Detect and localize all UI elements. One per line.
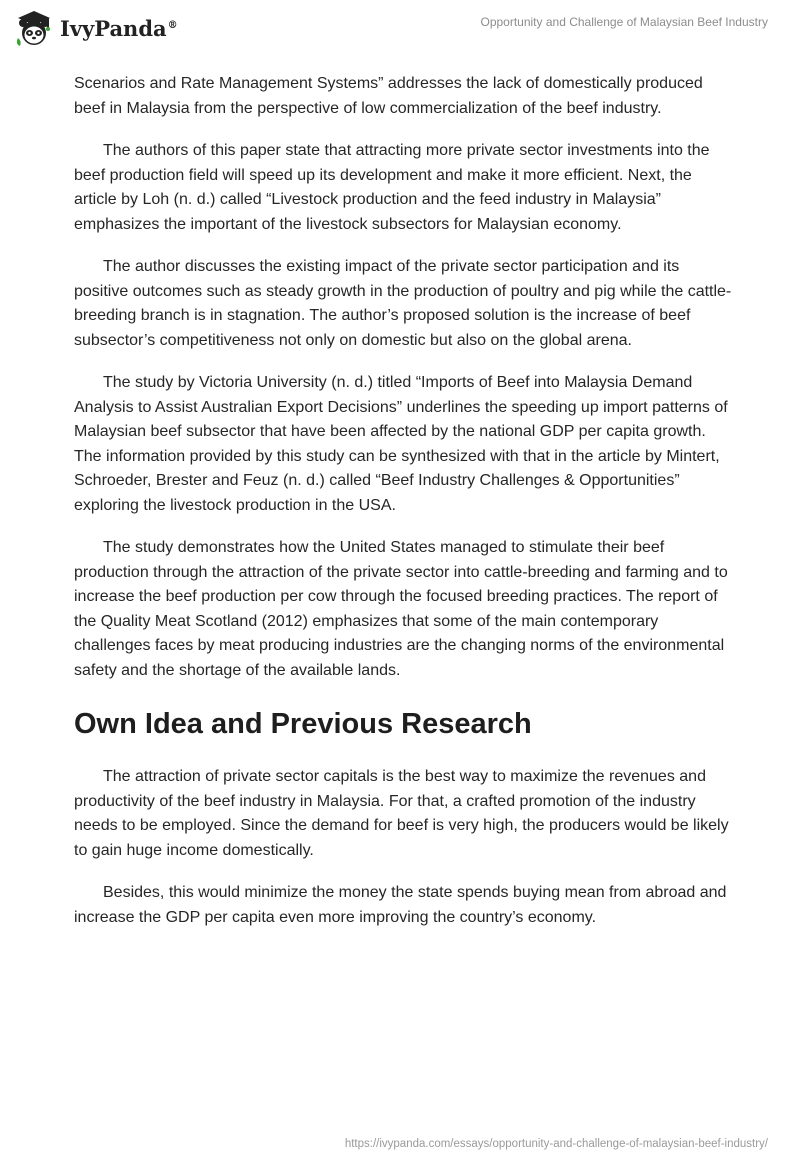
section-heading: Own Idea and Previous Research	[74, 708, 532, 740]
logo-text: IvyPanda®	[60, 15, 178, 41]
registered-mark: ®	[167, 19, 178, 31]
paragraph: Scenarios and Rate Management Systems” addresses the lack of domestically produced beef in Malaysia from the perspective of low commercialization of the beef industry.	[74, 75, 703, 117]
page-header	[0, 0, 800, 60]
panda-graduate-icon	[14, 8, 54, 48]
paragraph: The study by Victoria University (n. d.) titled “Imports of Beef into Malaysia Demand Analysis to Assist Australian Export Decisions” underlines the speeding up import patterns of Malaysian beef subsector that have been affected by the national GDP per capita growth. The information provided by this study can be synthesized with that in the article by Mintert, Schroeder, Brester and Feuz (n. d.) called “Beef Industry Challenges & Opportunities” exploring the livestock production in the USA.	[74, 374, 728, 514]
paragraph: The authors of this paper state that attracting more private sector investments into the beef production field will speed up its development and make it more efficient. Next, the article by Loh (n. d.) called “Livestock production and the feed industry in Malaysia” emphasizes the important of the livestock subsectors for Malaysian economy.	[74, 142, 710, 233]
paragraph: The author discusses the existing impact of the private sector participation and its positive outcomes such as steady growth in the production of poultry and pig while the cattle-breeding branch is in stagnation. The author’s proposed solution is the increase of beef subsector’s competitiveness not only on domestic but also on the global arena.	[74, 258, 732, 349]
document-title: Opportunity and Challenge of Malaysian Beef Industry	[480, 15, 768, 29]
source-url-link[interactable]: https://ivypanda.com/essays/opportunity-and-challenge-of-malaysian-beef-industry/	[344, 1138, 768, 1150]
paragraph: The attraction of private sector capitals is the best way to maximize the revenues and productivity of the beef industry in Malaysia. For that, a crafted promotion of the industry needs to be employed. Since the demand for beef is very high, the producers would be likely to gain huge income domestically.	[74, 768, 729, 859]
paragraph: Besides, this would minimize the money the state spends buying mean from abroad and increase the GDP per capita even more improving the country’s economy.	[74, 884, 727, 926]
essay-content	[74, 72, 734, 948]
logo-link[interactable]	[14, 8, 178, 48]
paragraph: The study demonstrates how the United States managed to stimulate their beef production through the attraction of the private sector into cattle-breeding and farming and to increase the beef production per cow through the focused breeding practices. The report of the Quality Meat Scotland (2012) emphasizes that some of the main contemporary challenges faces by meat producing industries are the changing norms of the environmental safety and the shortage of the available lands.	[74, 539, 728, 679]
